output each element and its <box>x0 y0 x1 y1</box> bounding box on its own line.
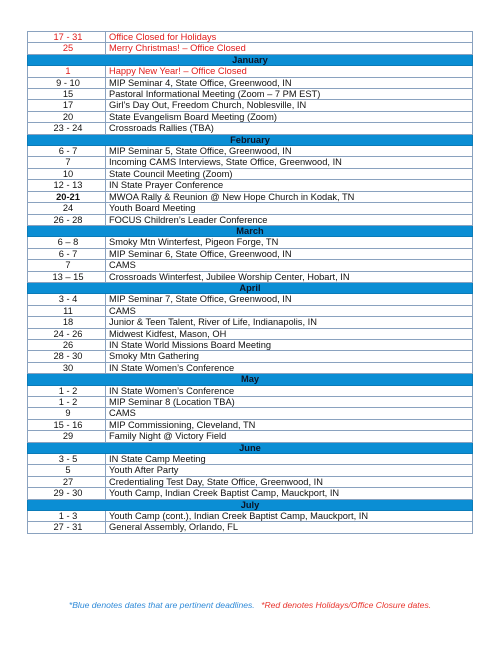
event-date: 10 <box>28 168 106 179</box>
month-label: July <box>28 499 473 510</box>
month-header <box>28 282 473 293</box>
event-row <box>28 32 473 43</box>
event-date: 5 <box>28 465 106 476</box>
event-date: 3 - 4 <box>28 294 106 305</box>
event-row <box>28 419 473 430</box>
event-row <box>28 317 473 328</box>
month-label: February <box>28 134 473 145</box>
event-date: 27 - 31 <box>28 522 106 533</box>
event-description: Pastoral Informational Meeting (Zoom – 7 PM EST) <box>106 89 473 100</box>
month-label: May <box>28 374 473 385</box>
event-row <box>28 385 473 396</box>
event-row <box>28 271 473 282</box>
event-row <box>28 66 473 77</box>
event-row <box>28 157 473 168</box>
event-row <box>28 100 473 111</box>
event-description: Junior & Teen Talent, River of Life, Indianapolis, IN <box>106 317 473 328</box>
event-row <box>28 351 473 362</box>
event-date: 29 - 30 <box>28 488 106 499</box>
event-description: Office Closed for Holidays <box>106 32 473 43</box>
event-date: 28 - 30 <box>28 351 106 362</box>
event-row <box>28 305 473 316</box>
legend-red-note: *Red denotes Holidays/Office Closure dates. <box>261 600 432 610</box>
event-date: 17 - 31 <box>28 32 106 43</box>
event-date: 13 – 15 <box>28 271 106 282</box>
event-description: IN State Camp Meeting <box>106 454 473 465</box>
event-date: 26 - 28 <box>28 214 106 225</box>
event-date: 3 - 5 <box>28 454 106 465</box>
month-header <box>28 442 473 453</box>
event-row <box>28 237 473 248</box>
event-date: 6 - 7 <box>28 248 106 259</box>
event-description: IN State Prayer Conference <box>106 180 473 191</box>
event-date: 7 <box>28 260 106 271</box>
event-date: 30 <box>28 362 106 373</box>
legend <box>0 600 500 610</box>
event-row <box>28 397 473 408</box>
event-description: Youth Board Meeting <box>106 203 473 214</box>
event-description: General Assembly, Orlando, FL <box>106 522 473 533</box>
event-description: MIP Seminar 4, State Office, Greenwood, IN <box>106 77 473 88</box>
event-date: 9 <box>28 408 106 419</box>
event-row <box>28 111 473 122</box>
month-header <box>28 54 473 65</box>
event-description: CAMS <box>106 305 473 316</box>
event-row <box>28 476 473 487</box>
event-row <box>28 146 473 157</box>
event-row <box>28 454 473 465</box>
event-row <box>28 294 473 305</box>
legend-blue-note: *Blue denotes dates that are pertinent deadlines. <box>68 600 255 610</box>
event-row <box>28 123 473 134</box>
event-date: 20 <box>28 111 106 122</box>
event-row <box>28 168 473 179</box>
event-date: 1 - 2 <box>28 397 106 408</box>
event-description: Smoky Mtn Gathering <box>106 351 473 362</box>
event-row <box>28 203 473 214</box>
event-row <box>28 77 473 88</box>
event-row <box>28 522 473 533</box>
event-row <box>28 431 473 442</box>
event-description: Youth Camp, Indian Creek Baptist Camp, Mauckport, IN <box>106 488 473 499</box>
event-description: FOCUS Children’s Leader Conference <box>106 214 473 225</box>
event-date: 24 <box>28 203 106 214</box>
event-row <box>28 89 473 100</box>
event-description: Midwest Kidfest, Mason, OH <box>106 328 473 339</box>
event-calendar-table <box>27 31 473 534</box>
event-description: IN State Women’s Conference <box>106 385 473 396</box>
event-description: MWOA Rally & Reunion @ New Hope Church in Kodak, TN <box>106 191 473 202</box>
event-row <box>28 511 473 522</box>
event-date: 6 - 7 <box>28 146 106 157</box>
event-description: MIP Seminar 5, State Office, Greenwood, IN <box>106 146 473 157</box>
event-date: 1 - 3 <box>28 511 106 522</box>
event-description: MIP Commissioning, Cleveland, TN <box>106 419 473 430</box>
event-description: Credentialing Test Day, State Office, Greenwood, IN <box>106 476 473 487</box>
event-description: Crossroads Rallies (TBA) <box>106 123 473 134</box>
event-date: 9 - 10 <box>28 77 106 88</box>
calendar-body <box>28 32 473 534</box>
event-description: Girl’s Day Out, Freedom Church, Noblesville, IN <box>106 100 473 111</box>
event-description: IN State Women’s Conference <box>106 362 473 373</box>
event-date: 17 <box>28 100 106 111</box>
month-header <box>28 374 473 385</box>
event-date: 12 - 13 <box>28 180 106 191</box>
event-description: Smoky Mtn Winterfest, Pigeon Forge, TN <box>106 237 473 248</box>
event-description: Youth After Party <box>106 465 473 476</box>
event-date: 25 <box>28 43 106 54</box>
event-row <box>28 214 473 225</box>
event-date: 20-21 <box>28 191 106 202</box>
event-date: 18 <box>28 317 106 328</box>
event-row <box>28 43 473 54</box>
month-header <box>28 225 473 236</box>
event-description: CAMS <box>106 408 473 419</box>
event-row <box>28 465 473 476</box>
event-date: 6 – 8 <box>28 237 106 248</box>
month-label: January <box>28 54 473 65</box>
event-description: IN State World Missions Board Meeting <box>106 339 473 350</box>
event-date: 7 <box>28 157 106 168</box>
event-description: State Council Meeting (Zoom) <box>106 168 473 179</box>
event-description: MIP Seminar 7, State Office, Greenwood, IN <box>106 294 473 305</box>
month-header <box>28 499 473 510</box>
event-description: CAMS <box>106 260 473 271</box>
event-description: Crossroads Winterfest, Jubilee Worship Center, Hobart, IN <box>106 271 473 282</box>
event-date: 11 <box>28 305 106 316</box>
event-date: 1 <box>28 66 106 77</box>
event-description: MIP Seminar 6, State Office, Greenwood, IN <box>106 248 473 259</box>
event-row <box>28 191 473 202</box>
event-description: State Evangelism Board Meeting (Zoom) <box>106 111 473 122</box>
event-row <box>28 408 473 419</box>
event-description: MIP Seminar 8 (Location TBA) <box>106 397 473 408</box>
event-row <box>28 328 473 339</box>
event-description: Youth Camp (cont.), Indian Creek Baptist Camp, Mauckport, IN <box>106 511 473 522</box>
event-row <box>28 339 473 350</box>
month-header <box>28 134 473 145</box>
event-date: 27 <box>28 476 106 487</box>
month-label: April <box>28 282 473 293</box>
event-date: 15 - 16 <box>28 419 106 430</box>
event-date: 29 <box>28 431 106 442</box>
event-date: 23 - 24 <box>28 123 106 134</box>
event-description: Family Night @ Victory Field <box>106 431 473 442</box>
event-date: 26 <box>28 339 106 350</box>
event-date: 24 - 26 <box>28 328 106 339</box>
event-row <box>28 362 473 373</box>
event-description: Incoming CAMS Interviews, State Office, Greenwood, IN <box>106 157 473 168</box>
event-date: 1 - 2 <box>28 385 106 396</box>
event-description: Happy New Year! – Office Closed <box>106 66 473 77</box>
event-row <box>28 248 473 259</box>
month-label: June <box>28 442 473 453</box>
event-row <box>28 180 473 191</box>
event-row <box>28 488 473 499</box>
event-date: 15 <box>28 89 106 100</box>
month-label: March <box>28 225 473 236</box>
event-description: Merry Christmas! – Office Closed <box>106 43 473 54</box>
event-row <box>28 260 473 271</box>
